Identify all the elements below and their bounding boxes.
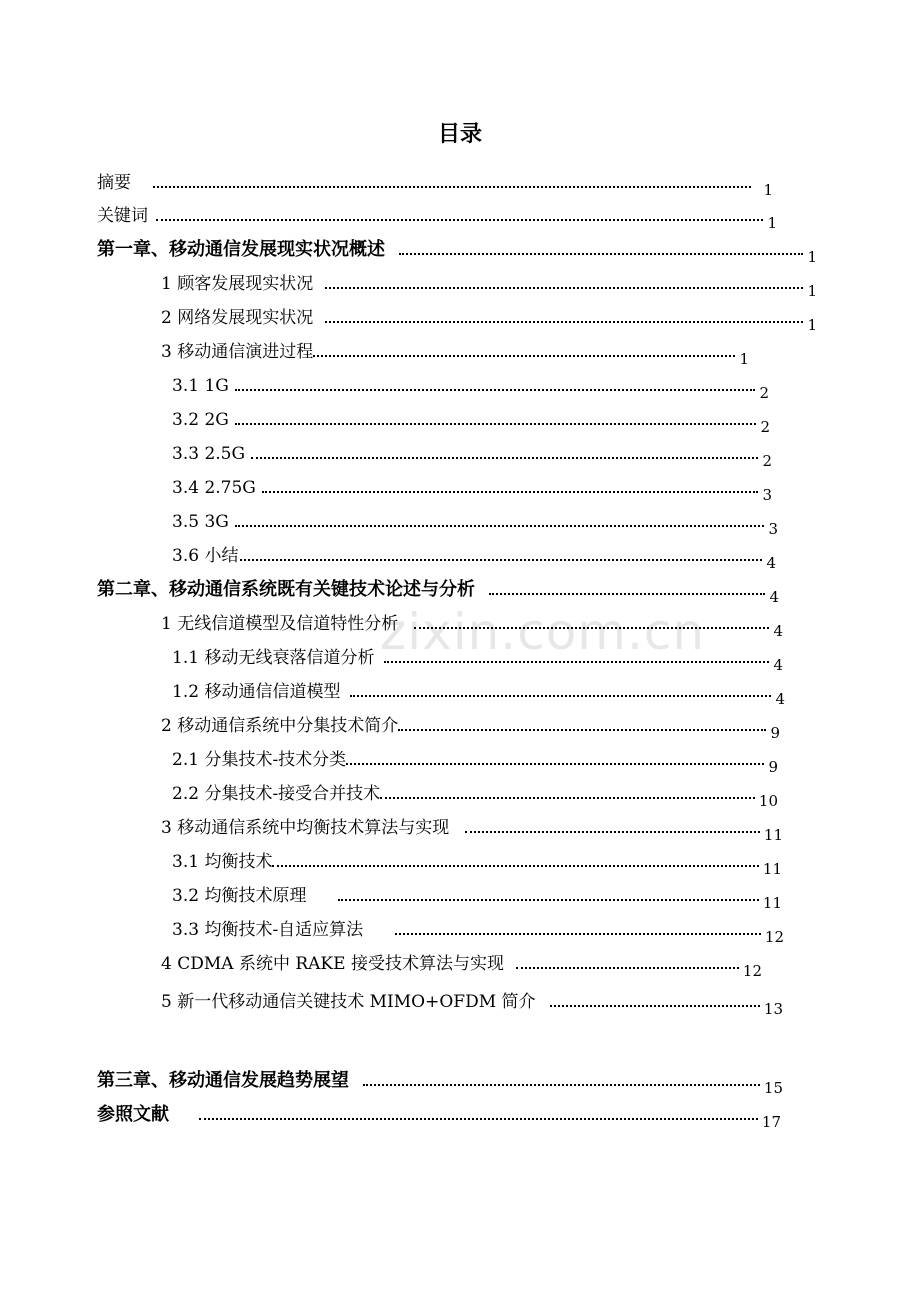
dot-leader: [398, 729, 766, 731]
toc-entry-2-2-2[interactable]: [172, 779, 778, 810]
toc-entry-label: 3.4 2.75G: [172, 478, 256, 498]
dot-leader: [414, 627, 769, 629]
dot-leader: [240, 559, 762, 561]
toc-entry-page: 11: [762, 860, 782, 878]
toc-entry-page: 1: [739, 350, 749, 368]
dot-leader: [399, 253, 803, 255]
dot-leader: [325, 287, 803, 289]
dot-leader: [251, 457, 758, 459]
toc-entry-label: 3 移动通信演进过程: [161, 342, 314, 362]
toc-entry-page: 2: [759, 384, 769, 402]
toc-entry-2-2[interactable]: [161, 711, 780, 742]
toc-entry-label: 2.1 分集技术-技术分类: [172, 750, 347, 770]
toc-entry-page: 3: [762, 486, 772, 504]
toc-entry-page: 4: [775, 690, 785, 708]
toc-entry-page: 10: [758, 792, 778, 810]
toc-entry-page: 4: [769, 588, 779, 606]
toc-entry-label: 3.5 3G: [172, 512, 229, 532]
dot-leader: [363, 1084, 760, 1086]
toc-entry-label: 4 CDMA 系统中 RAKE 接受技术算法与实现: [161, 954, 504, 974]
toc-entry-label: 3.3 均衡技术-自适应算法: [172, 920, 364, 940]
toc-entry-page: 1: [807, 282, 817, 300]
toc-entry-1-1[interactable]: [161, 269, 817, 300]
toc-entry-2-3-3[interactable]: [172, 915, 784, 946]
dot-leader: [156, 219, 763, 221]
toc-entry-2-1-2[interactable]: [172, 677, 785, 708]
toc-entry-label: 2 网络发展现实状况: [161, 308, 314, 328]
toc-entry-1-3-3[interactable]: [172, 439, 772, 470]
dot-leader: [380, 797, 755, 799]
toc-entry-label: 3.3 2.5G: [172, 444, 246, 464]
toc-entry-2-3[interactable]: [161, 813, 783, 844]
dot-leader: [325, 321, 803, 323]
dot-leader: [346, 763, 764, 765]
dot-leader: [199, 1118, 758, 1120]
toc-entry-1-3[interactable]: [161, 337, 749, 368]
dot-leader: [235, 389, 756, 391]
dot-leader: [395, 933, 761, 935]
dot-leader: [272, 865, 758, 867]
dot-leader: [384, 661, 769, 663]
toc-entry-label: 2.2 分集技术-接受合并技术: [172, 784, 381, 804]
toc-entry-label: 1 无线信道模型及信道特性分析: [161, 614, 399, 634]
toc-entry-page: 1: [763, 181, 773, 199]
toc-entry-page: 13: [763, 1000, 783, 1018]
toc-entry-2-1-1[interactable]: [172, 643, 783, 674]
dot-leader: [235, 423, 757, 425]
toc-entry-label: 第二章、移动通信系统既有关键技术论述与分析: [97, 579, 475, 600]
dot-leader: [313, 355, 735, 357]
toc-entry-page: 3: [768, 520, 778, 538]
toc-title: 目录: [437, 122, 482, 147]
toc-entry-page: 2: [762, 452, 772, 470]
toc-entry-chapter-1[interactable]: [97, 235, 817, 266]
toc-entry-label: 关键词: [97, 206, 148, 226]
toc-entry-page: 9: [770, 724, 780, 742]
toc-entry-label: 摘要: [97, 173, 131, 193]
toc-entry-2-3-2[interactable]: [172, 881, 782, 912]
toc-entry-1-3-4[interactable]: [172, 473, 772, 504]
toc-entry-label: 第三章、移动通信发展趋势展望: [97, 1070, 349, 1091]
toc-entry-1-3-1[interactable]: [172, 371, 769, 402]
toc-entry-page: 1: [767, 214, 777, 232]
toc-entry-page: 1: [807, 248, 817, 266]
toc-entry-page: 2: [760, 418, 770, 436]
toc-entry-1-3-6[interactable]: [172, 541, 776, 572]
toc-entry-page: 12: [742, 962, 762, 980]
toc-entry-label: 3.6 小结: [172, 546, 239, 566]
toc-entry-2-2-1[interactable]: [172, 745, 778, 776]
dot-leader: [262, 491, 759, 493]
dot-leader: [350, 695, 771, 697]
dot-leader: [465, 831, 760, 833]
toc-entry-label: 3.1 1G: [172, 376, 229, 396]
toc-entry-label: 2 移动通信系统中分集技术简介: [161, 716, 399, 736]
toc-entry-chapter-3[interactable]: [97, 1066, 783, 1097]
watermark: zixin.com.cn: [380, 603, 706, 661]
toc-entry-label: 第一章、移动通信发展现实状况概述: [97, 239, 385, 260]
toc-entry-label: 3.1 均衡技术: [172, 852, 273, 872]
toc-entry-label: 3.2 2G: [172, 410, 229, 430]
toc-entry-1-3-2[interactable]: [172, 405, 770, 436]
toc-entry-label: 1.2 移动通信信道模型: [172, 682, 341, 702]
toc-entry-chapter-2[interactable]: [97, 575, 779, 606]
dot-leader: [550, 1005, 760, 1007]
toc-entry-1-3-5[interactable]: [172, 507, 778, 538]
toc-entry-2-4[interactable]: [161, 949, 762, 980]
toc-entry-label: 参照文献: [97, 1104, 169, 1125]
toc-entry-page: 4: [773, 656, 783, 674]
dot-leader: [489, 593, 765, 595]
dot-leader: [516, 967, 739, 969]
toc-entry-1-2[interactable]: [161, 303, 817, 334]
toc-entry-label: 5 新一代移动通信关键技术 MIMO+OFDM 简介: [161, 992, 536, 1012]
toc-entry-page: 15: [763, 1079, 783, 1097]
dot-leader: [338, 899, 758, 901]
toc-entry-page: 17: [761, 1113, 781, 1131]
toc-entry-label: 3.2 均衡技术原理: [172, 886, 307, 906]
toc-entry-page: 12: [764, 928, 784, 946]
toc-entry-abstract[interactable]: [97, 168, 773, 199]
toc-entry-page: 4: [766, 554, 776, 572]
toc-entry-2-3-1[interactable]: [172, 847, 782, 878]
toc-entry-keywords[interactable]: [97, 201, 777, 232]
dot-leader: [235, 525, 765, 527]
toc-entry-page: 4: [773, 622, 783, 640]
toc-entry-label: 3 移动通信系统中均衡技术算法与实现: [161, 818, 450, 838]
toc-entry-page: 9: [768, 758, 778, 776]
dot-leader: [153, 186, 751, 188]
toc-entry-label: 1 顾客发展现实状况: [161, 274, 314, 294]
toc-entry-references[interactable]: [97, 1100, 781, 1131]
toc-entry-page: 11: [763, 826, 783, 844]
toc-entry-page: 1: [807, 316, 817, 334]
toc-entry-label: 1.1 移动无线衰落信道分析: [172, 648, 375, 668]
toc-entry-2-5[interactable]: [161, 987, 783, 1018]
toc-entry-page: 11: [762, 894, 782, 912]
